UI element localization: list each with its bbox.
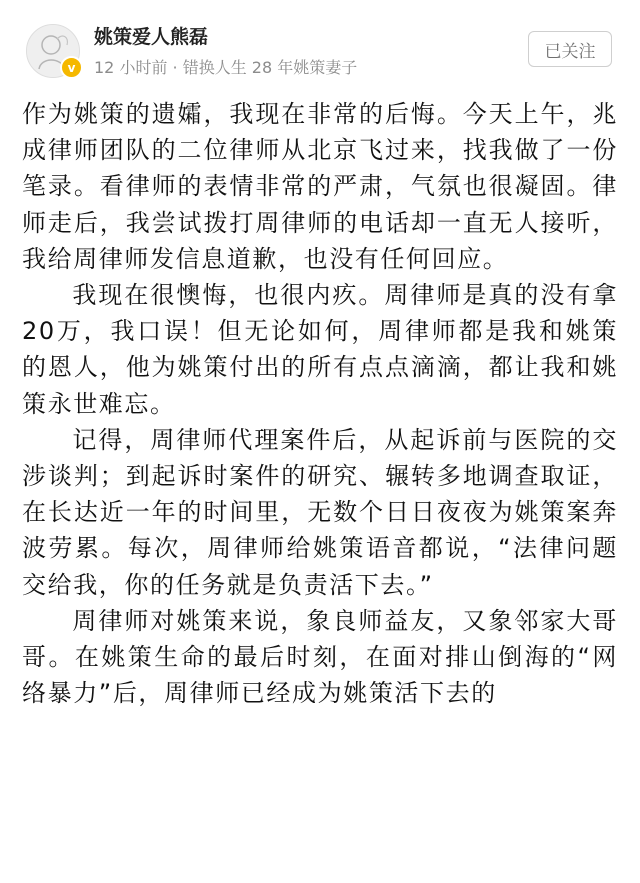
post-content [22, 96, 618, 711]
paragraph-4: 周律师对姚策来说，象良师益友，又象邻家大哥哥。在姚策生命的最后时刻，在面对排山倒海的“网络暴力”后，周律师已经成为姚策活下去的 [22, 606, 618, 708]
verified-badge-icon: v [60, 56, 83, 79]
follow-button[interactable]: 已关注 [528, 31, 612, 67]
post-header [0, 0, 640, 92]
username[interactable]: 姚策爱人熊磊 [94, 26, 209, 48]
post-meta: 12 小时前 · 错换人生 28 年姚策妻子 [94, 58, 358, 77]
paragraph-2: 我现在很懊悔，也很内疚。周律师是真的没有拿20万，我口误！但无论如何，周律师都是我和姚策的恩人，他为姚策付出的所有点点滴滴，都让我和姚策永世难忘。 [22, 281, 618, 418]
paragraph-1: 作为姚策的遗孀，我现在非常的后悔。今天上午，兆成律师团队的二位律师从北京飞过来，找我做了一份笔录。看律师的表情非常的严肃，气氛也很凝固。律师走后，我尝试拨打周律师的电话却一直无人接听，我给周律师发信息道歉，也没有任何回应。 [22, 100, 618, 273]
paragraph-3: 记得，周律师代理案件后，从起诉前与医院的交涉谈判；到起诉时案件的研究、辗转多地调查取证，在长达近一年的时间里，无数个日日夜夜为姚策案奔波劳累。每次，周律师给姚策语音都说，“法律问题交给我，你的任务就是负责活下去。” [22, 425, 618, 599]
